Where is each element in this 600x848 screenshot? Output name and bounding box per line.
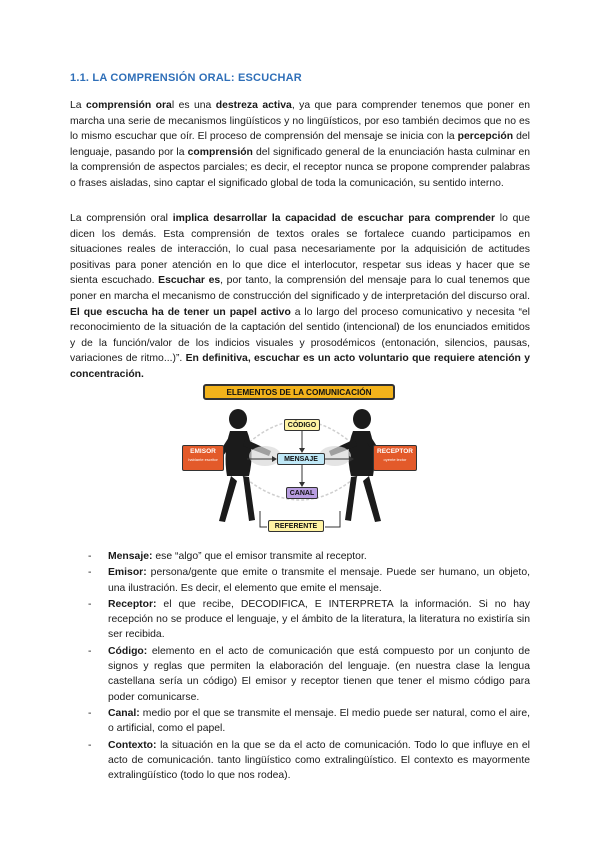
list-definition: la situación en la que se da el acto de comunicación. Todo lo que influye en el acto de comunicación. tanto lingüístico como extralingüístico. El contexto es mayormente extralingüístico (todo lo que nos rodea). (108, 739, 530, 782)
diagram-emisor-label: EMISOR (190, 448, 216, 455)
list-definition: medio por el que se transmite el mensaje. El medio puede ser natural, como el aire, o artificial, como el papel. (108, 707, 530, 735)
bold-text-run: implica desarrollar la capacidad de escuchar para comprender (172, 213, 495, 224)
list-item (88, 644, 530, 705)
communication-elements-diagram (175, 381, 425, 536)
text-run: La (70, 100, 86, 111)
text-run: lo que dicen los demás. Esta comprensión de textos orales se fortalece cuando participamos en situaciones reales de interacción, lo cual pasa necesariamente por la adquisición de actitudes positivas para poner atención en lo que dice el interlocutor, respetar sus ideas y hacer que se sienta escuchado. (70, 213, 530, 287)
list-dash: - (88, 707, 92, 719)
bold-text-run: El que escucha ha de tener un papel activo (70, 306, 291, 318)
diagram-receptor-box (373, 445, 417, 471)
list-definition: ese “algo” que el emisor transmite al receptor. (152, 551, 367, 562)
list-dash: - (88, 598, 92, 610)
text-run: del lenguaje, pasando por la (70, 131, 530, 158)
diagram-codigo-box: CÓDIGO (284, 419, 320, 431)
list-dash: - (88, 645, 92, 657)
bold-text-run: percepción (457, 131, 514, 143)
bold-text-run: Escuchar es (158, 275, 221, 287)
list-item (88, 706, 530, 737)
list-dash: - (88, 551, 92, 562)
diagram-receptor-label: RECEPTOR (377, 448, 413, 455)
text-run: La comprensión oral (70, 213, 173, 224)
text-run: l es una (171, 100, 216, 111)
list-term: Contexto: (108, 739, 157, 751)
bold-text-run: comprensión (187, 146, 253, 158)
list-term: Mensaje: (108, 551, 153, 562)
list-item (88, 738, 530, 784)
list-definition: el que recibe, DECODIFICA, E INTERPRETA la información. Si no hay recepción no se produce el lenguaje, y el ámbito de la literatura, la literatura no existiría sin ser recibida. (108, 598, 530, 641)
section-heading: 1.1. LA COMPRENSIÓN ORAL: ESCUCHAR (70, 72, 302, 84)
paragraph-escuchar (70, 211, 530, 383)
paragraph-comprension-oral (70, 98, 530, 192)
list-dash: - (88, 739, 92, 751)
diagram-canal-box: CANAL (286, 487, 318, 499)
text-run: , ya que para comprender tenemos que poner en marcha una serie de mecanismos lingüísticos y no lingüísticos, por eso también decimos que no es lo mismo escuchar que oír. El proceso de comprensión del mensaje se inicia con la (70, 100, 530, 143)
diagram-receptor-sublabel: oyente lector (383, 457, 407, 462)
list-item (88, 597, 530, 643)
diagram-emisor-sublabel: hablante escritor (188, 457, 218, 462)
text-run: del significado general de la enunciación hasta culminar en la comprensión de aspectos parciales; es decir, el receptor nunca se propone comprender palabras o frases aisladas, sino captar el significado global de toda la comunicación, su sentido interno. (70, 146, 530, 189)
list-definition: elemento en el acto de comunicación que está compuesto por un conjunto de signos y reglas que permiten la elaboración del lenguaje. (en nuestra clase la lengua castellana sería un código) El emisor y receptor tienen que tener el mismo código para poder comunicarse. (108, 645, 530, 703)
list-term: Código: (108, 645, 148, 657)
diagram-emisor-box (182, 445, 224, 471)
list-term: Receptor: (108, 598, 157, 610)
text-run: , por tanto, la comprensión del mensaje para lo cual tenemos que poner en marcha el mecanismo de construcción del significado y de interpretación del discurso oral. (70, 275, 530, 302)
diagram-title: ELEMENTOS DE LA COMUNICACIÓN (203, 384, 395, 400)
text-run: a lo largo del proceso comunicativo y necesita “el reconocimiento de la situación de la captación del sentido (intencional) de los enunciados emitidos y de la función/valor de los indicios visuales y prosodémicos (entonación, silencios, pausas, variaciones de ritmo...)”. (70, 306, 530, 365)
list-item (88, 549, 530, 564)
diagram-referente-box: REFERENTE (268, 520, 324, 532)
elements-definition-list (88, 549, 530, 784)
list-definition: persona/gente que emite o transmite el mensaje. Puede ser humano, un objeto, una ilustración. Es decir, el elemento que emite el mensaje. (108, 567, 530, 594)
bold-text-run: En definitiva, escuchar es un acto voluntario que requiere atención y concentración. (70, 353, 530, 380)
list-item (88, 565, 530, 596)
diagram-mensaje-box: MENSAJE (277, 453, 325, 465)
bold-text-run: destreza activa (215, 100, 292, 111)
bold-text-run: comprensión ora (86, 100, 172, 111)
list-term: Emisor: (108, 567, 147, 579)
list-dash: - (88, 567, 92, 579)
list-term: Canal: (108, 707, 140, 719)
